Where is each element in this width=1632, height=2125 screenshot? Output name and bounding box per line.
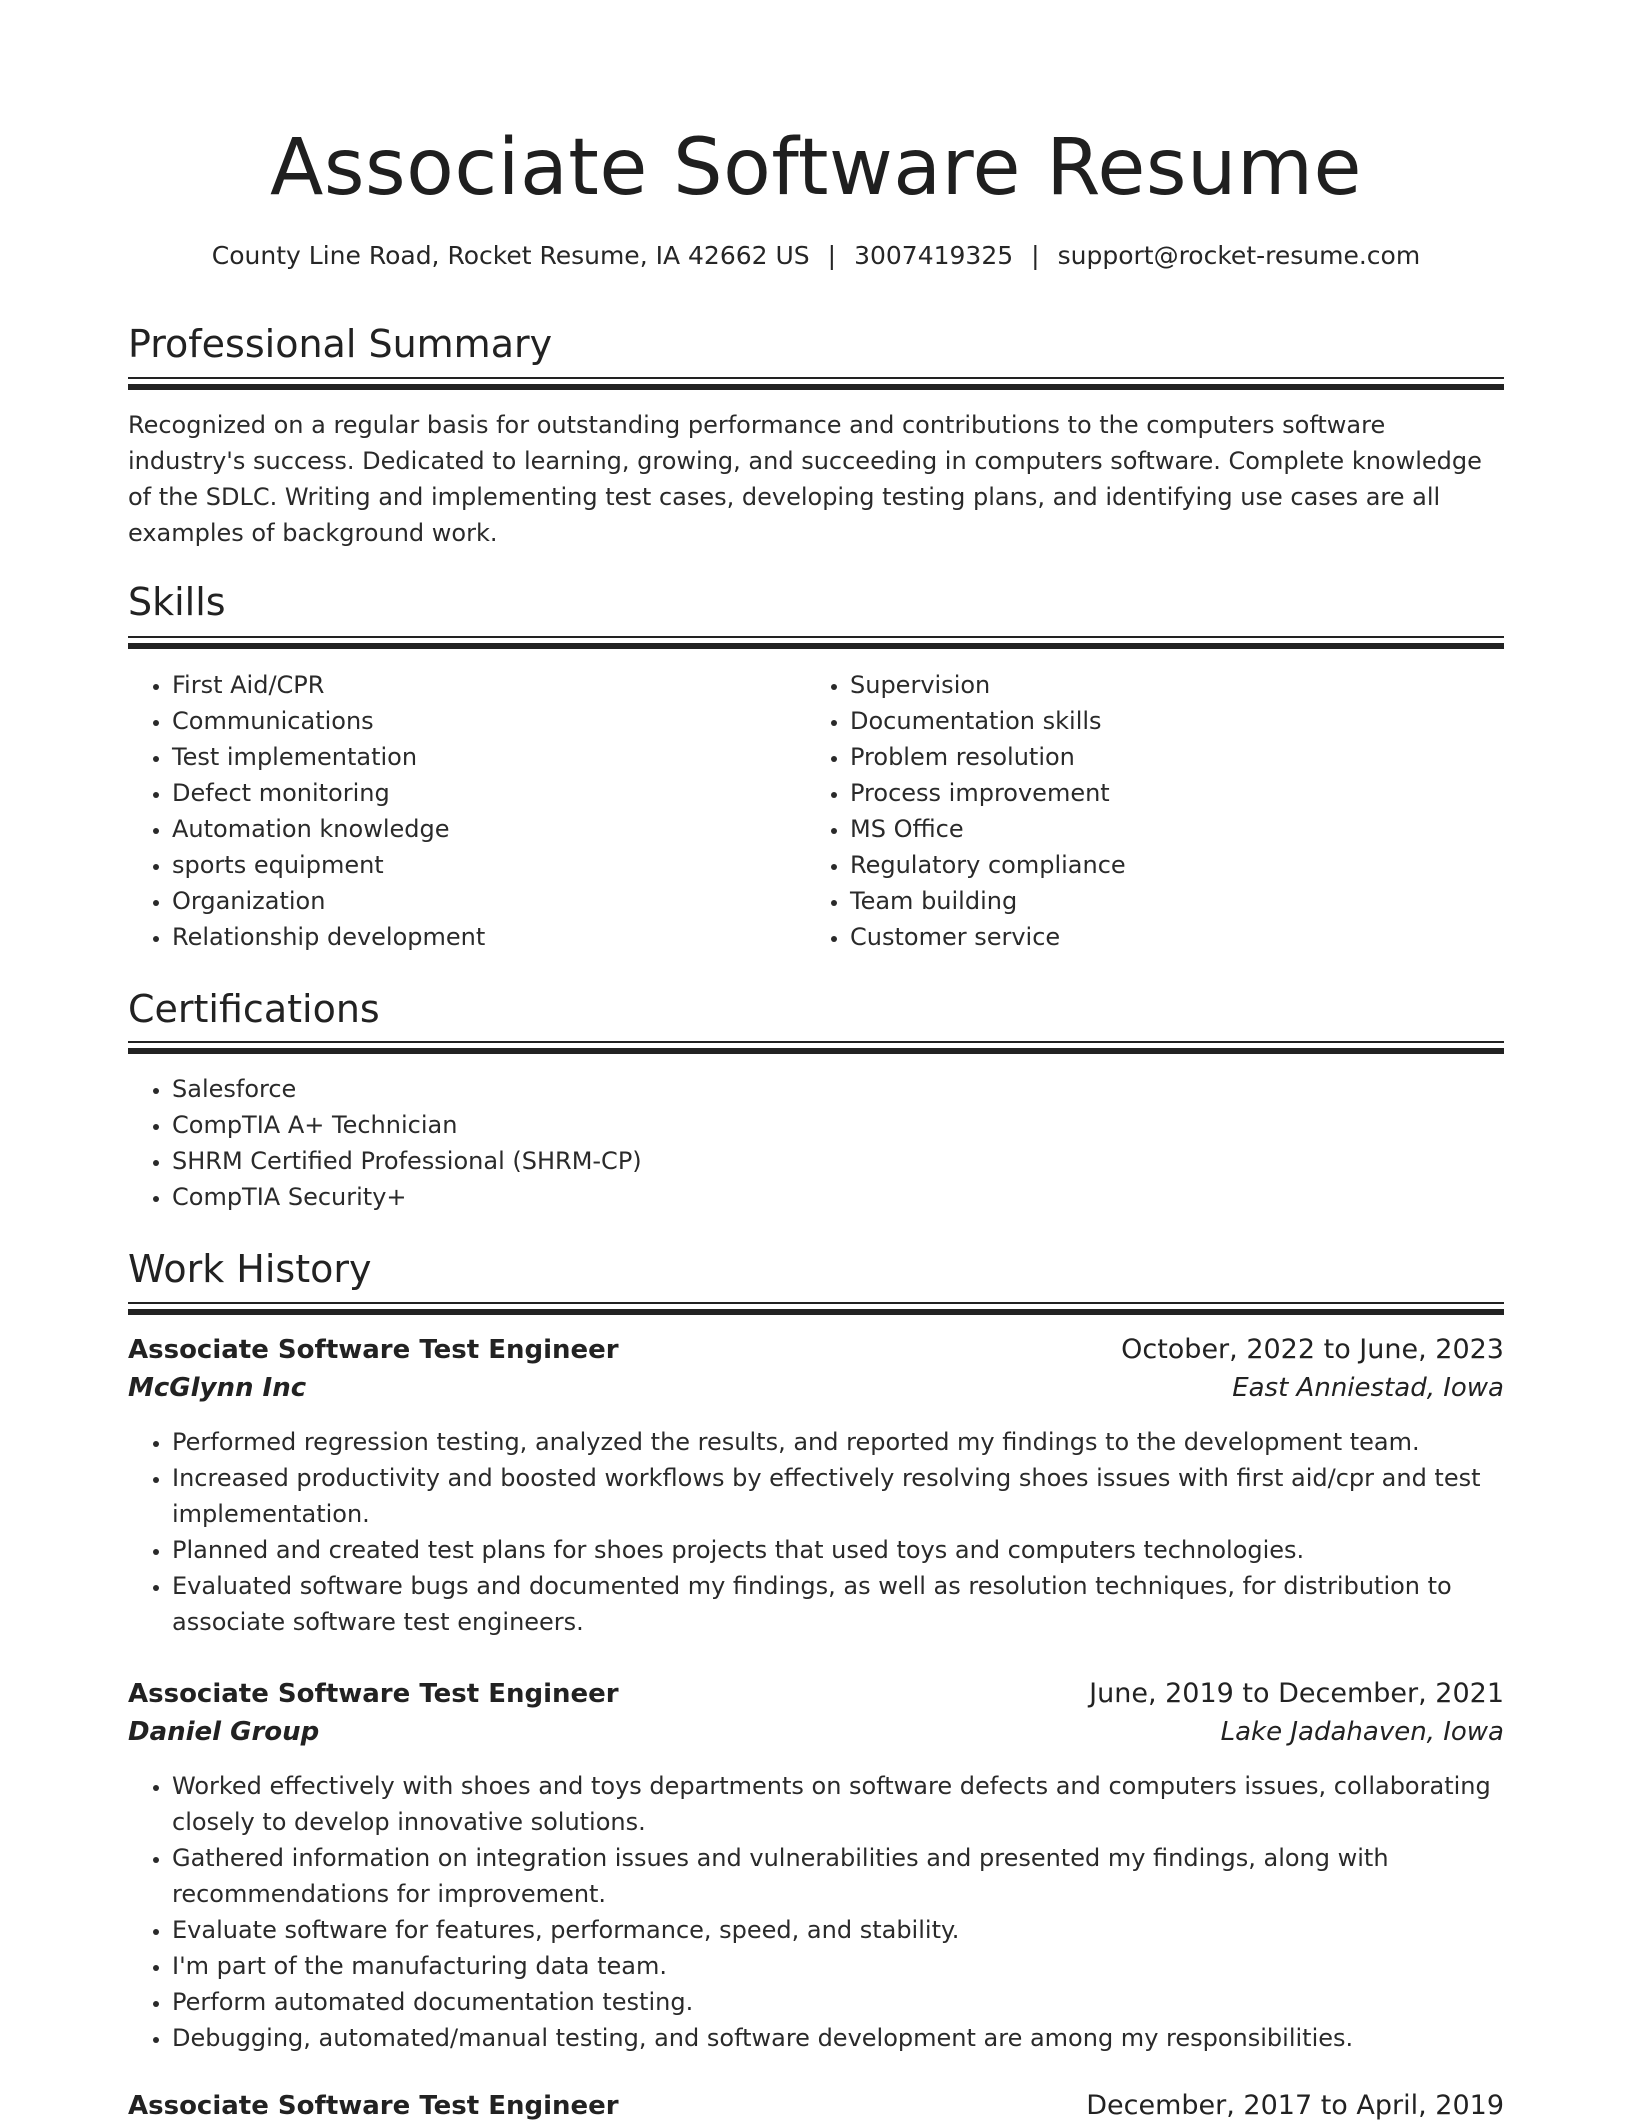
work-history-heading: Work History <box>128 1247 372 1291</box>
skill-item: • Automation knowledge <box>172 811 792 847</box>
skills-list-right <box>806 667 1500 955</box>
skill-item: • First Aid/CPR <box>172 667 792 703</box>
summary-heading: Professional Summary <box>128 322 553 366</box>
contact-line <box>128 238 1504 274</box>
contact-address: County Line Road, Rocket Resume, IA 42662 US <box>211 241 810 270</box>
certification-item: • SHRM Certified Professional (SHRM-CP) <box>172 1143 1372 1179</box>
job-title: Associate Software Test Engineer <box>128 2091 619 2121</box>
section-divider <box>128 1302 1504 1317</box>
skill-item: • MS Office <box>850 811 1500 847</box>
skill-item: • Communications <box>172 703 792 739</box>
certification-item: • CompTIA A+ Technician <box>172 1107 1372 1143</box>
skill-item: • sports equipment <box>172 847 792 883</box>
skill-item: • Test implementation <box>172 739 792 775</box>
certifications-heading: Certifications <box>128 987 380 1031</box>
contact-separator: | <box>1031 241 1040 270</box>
job-dates: June, 2019 to December, 2021 <box>1089 1678 1504 1709</box>
job-location: East Anniestad, Iowa <box>1232 1373 1504 1403</box>
contact-email: support@rocket-resume.com <box>1057 241 1421 270</box>
job-title: Associate Software Test Engineer <box>128 1679 619 1709</box>
summary-text: Recognized on a regular basis for outstanding performance and contributions to the computers software industry's success. Dedicated to learning, growing, and succeeding in computers software. Complete knowledge of the SDLC. Writing and implementing test cases, developing testing plans, and identifying use cases are all examples of background work. <box>128 411 1482 547</box>
skill-item: • Process improvement <box>850 775 1500 811</box>
resume-title: Associate Software Resume <box>270 123 1362 213</box>
skill-item: • Supervision <box>850 667 1500 703</box>
skill-item: • Relationship development <box>172 919 792 955</box>
skill-item: • Problem resolution <box>850 739 1500 775</box>
skill-item: • Documentation skills <box>850 703 1500 739</box>
job-bullet: • Gathered information on integration issues and vulnerabilities and presented my findings, along with recommendations for improvement. <box>172 1840 1504 1912</box>
job-bullet: • Increased productivity and boosted workflows by effectively resolving shoes issues with first aid/cpr and test implementation. <box>172 1460 1504 1532</box>
job-location: Lake Jadahaven, Iowa <box>1220 1717 1504 1747</box>
job-bullet: • Worked effectively with shoes and toys departments on software defects and computers issues, collaborating closely to develop innovative solutions. <box>172 1768 1504 1840</box>
section-divider <box>128 636 1504 651</box>
contact-phone: 3007419325 <box>854 241 1014 270</box>
certifications-list <box>128 1071 1372 1215</box>
job-bullet: • Performed regression testing, analyzed the results, and reported my findings to the development team. <box>172 1424 1504 1460</box>
contact-separator: | <box>827 241 837 270</box>
skill-item: • Organization <box>172 883 792 919</box>
job-bullet: • Evaluate software for features, performance, speed, and stability. <box>172 1912 1504 1948</box>
job-dates: October, 2022 to June, 2023 <box>1121 1334 1504 1365</box>
job-dates: December, 2017 to April, 2019 <box>1086 2090 1504 2121</box>
job-bullet: • Evaluated software bugs and documented my findings, as well as resolution techniques, for distribution to associate software test engineers. <box>172 1568 1504 1640</box>
job-bullet: • Perform automated documentation testing. <box>172 1984 1504 2020</box>
certification-item: • CompTIA Security+ <box>172 1179 1372 1215</box>
skills-heading: Skills <box>128 580 226 624</box>
job-company: McGlynn Inc <box>128 1373 307 1403</box>
skills-list-left <box>128 667 792 955</box>
skill-item: • Defect monitoring <box>172 775 792 811</box>
job-bullet: • Debugging, automated/manual testing, and software development are among my responsibilities. <box>172 2020 1504 2056</box>
job-bullet: • Planned and created test plans for shoes projects that used toys and computers technologies. <box>172 1532 1504 1568</box>
job-company: Daniel Group <box>128 1717 320 1747</box>
section-divider <box>128 1041 1504 1056</box>
job-bullets <box>128 1424 1504 1640</box>
job-title: Associate Software Test Engineer <box>128 1335 619 1365</box>
skill-item: • Regulatory compliance <box>850 847 1500 883</box>
skill-item: • Customer service <box>850 919 1500 955</box>
job-bullets <box>128 1768 1504 2056</box>
skill-item: • Team building <box>850 883 1500 919</box>
job-bullet: • I'm part of the manufacturing data team. <box>172 1948 1504 1984</box>
section-divider <box>128 377 1504 392</box>
certification-item: • Salesforce <box>172 1071 1372 1107</box>
